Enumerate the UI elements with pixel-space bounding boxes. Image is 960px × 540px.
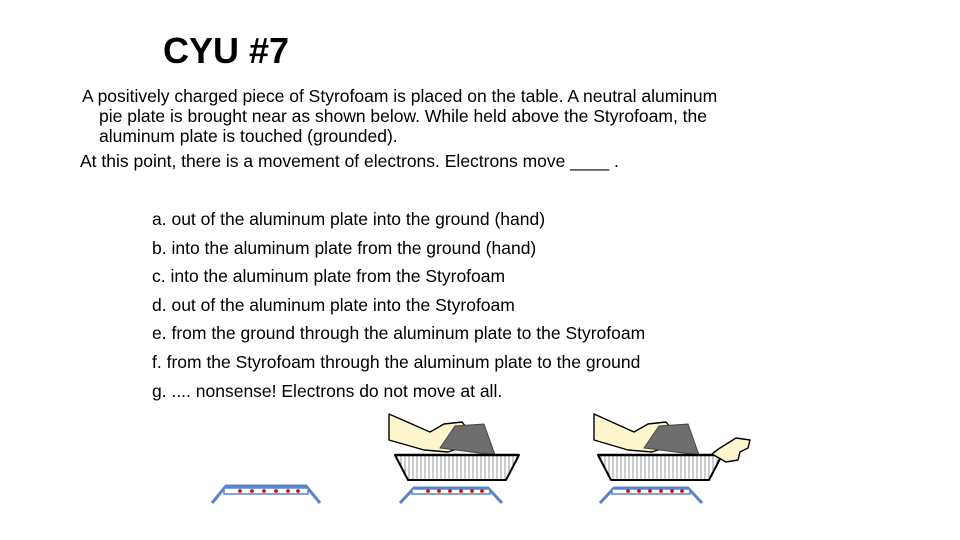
question-text: At this point, there is a movement of electrons. Electrons move ____ . [80, 151, 619, 171]
slide-title: CYU #7 [163, 30, 290, 71]
figure-panel-2 [389, 414, 519, 503]
option-g: g. .... nonsense! Electrons do not move at all. [152, 380, 503, 401]
option-d: d. out of the aluminum plate into the Styrofoam [152, 294, 515, 315]
figure-panel-3 [594, 414, 750, 503]
aluminum-plate-icon [598, 455, 722, 480]
intro-line: aluminum plate is touched (grounded). [99, 126, 398, 146]
aluminum-plate-icon [395, 455, 519, 480]
option-b: b. into the aluminum plate from the ground (hand) [152, 237, 537, 258]
option-a: a. out of the aluminum plate into the ground (hand) [152, 209, 546, 229]
styrofoam-panel-1 [212, 486, 320, 503]
intro-line: A positively charged piece of Styrofoam is placed on the table. A neutral aluminum [82, 86, 718, 106]
intro-line: pie plate is brought near as shown below. While held above the Styrofoam, the [99, 106, 708, 126]
option-f: f. from the Styrofoam through the aluminum plate to the ground [152, 351, 641, 372]
option-e: e. from the ground through the aluminum plate to the Styrofoam [152, 323, 646, 344]
option-c: c. into the aluminum plate from the Styrofoam [152, 266, 506, 287]
